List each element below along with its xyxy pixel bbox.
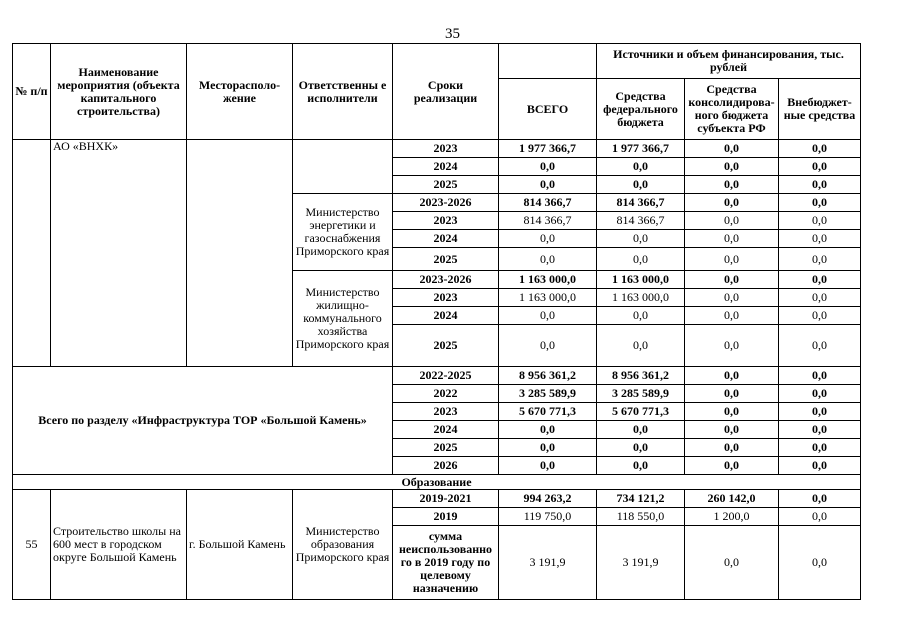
- header-regional: Средства консолидирова-ного бюджета субъекта РФ: [685, 79, 779, 140]
- extra-cell: 0,0: [779, 248, 861, 271]
- header-period: Сроки реализации: [393, 44, 499, 140]
- year-cell: 2024: [393, 158, 499, 176]
- extra-cell: 0,0: [779, 325, 861, 367]
- extra-cell: 0,0: [779, 490, 861, 508]
- total-cell: 0,0: [499, 176, 597, 194]
- federal-cell: 1 163 000,0: [597, 271, 685, 289]
- year-cell: 2026: [393, 457, 499, 475]
- year-cell: 2023-2026: [393, 194, 499, 212]
- year-cell: 2023: [393, 403, 499, 421]
- header-federal: Средства федерального бюджета: [597, 79, 685, 140]
- extra-cell: 0,0: [779, 194, 861, 212]
- regional-cell: 0,0: [685, 158, 779, 176]
- federal-cell: 5 670 771,3: [597, 403, 685, 421]
- federal-cell: 1 163 000,0: [597, 289, 685, 307]
- total-cell: 3 285 589,9: [499, 385, 597, 403]
- extra-cell: 0,0: [779, 508, 861, 526]
- executor-education: Министерство образования Приморского края: [293, 490, 393, 600]
- total-cell: 0,0: [499, 248, 597, 271]
- extra-cell: 0,0: [779, 421, 861, 439]
- row-number: 55: [13, 490, 51, 600]
- federal-cell: 0,0: [597, 325, 685, 367]
- total-cell: 814 366,7: [499, 194, 597, 212]
- regional-cell: 0,0: [685, 289, 779, 307]
- regional-cell: 1 200,0: [685, 508, 779, 526]
- federal-cell: 0,0: [597, 176, 685, 194]
- extra-cell: 0,0: [779, 385, 861, 403]
- extra-cell: 0,0: [779, 140, 861, 158]
- federal-cell: 0,0: [597, 307, 685, 325]
- year-cell: 2025: [393, 248, 499, 271]
- extra-cell: 0,0: [779, 307, 861, 325]
- total-cell: 814 366,7: [499, 212, 597, 230]
- total-cell: 5 670 771,3: [499, 403, 597, 421]
- total-cell: 0,0: [499, 230, 597, 248]
- object-name: АО «ВНХК»: [51, 140, 187, 367]
- table-row: [13, 490, 861, 508]
- regional-cell: 0,0: [685, 421, 779, 439]
- regional-cell: 0,0: [685, 212, 779, 230]
- federal-cell: 0,0: [597, 158, 685, 176]
- year-cell: 2025: [393, 176, 499, 194]
- header-name: Наименование мероприятия (объекта капитального строительства): [51, 44, 187, 140]
- regional-cell: 0,0: [685, 325, 779, 367]
- year-cell: 2025: [393, 325, 499, 367]
- total-cell: 119 750,0: [499, 508, 597, 526]
- federal-cell: 1 977 366,7: [597, 140, 685, 158]
- page-number: 35: [445, 26, 460, 42]
- executor-energy: Министерство энергетики и газоснабжения Приморского края: [293, 194, 393, 271]
- object-name: Строительство школы на 600 мест в городском округе Большой Камень: [51, 490, 187, 600]
- regional-cell: 0,0: [685, 248, 779, 271]
- total-cell: 0,0: [499, 439, 597, 457]
- section-title: Образование: [13, 475, 861, 490]
- year-cell: 2024: [393, 307, 499, 325]
- extra-cell: 0,0: [779, 212, 861, 230]
- total-cell: 8 956 361,2: [499, 367, 597, 385]
- regional-cell: 0,0: [685, 367, 779, 385]
- federal-cell: 814 366,7: [597, 212, 685, 230]
- federal-cell: 734 121,2: [597, 490, 685, 508]
- extra-cell: 0,0: [779, 230, 861, 248]
- federal-cell: 0,0: [597, 248, 685, 271]
- extra-cell: 0,0: [779, 457, 861, 475]
- year-cell: 2023: [393, 140, 499, 158]
- regional-cell: 0,0: [685, 526, 779, 600]
- extra-cell: 0,0: [779, 289, 861, 307]
- executor-housing: Министерство жилищно-коммунального хозяйства Приморского края: [293, 271, 393, 367]
- regional-cell: 0,0: [685, 439, 779, 457]
- federal-cell: 118 550,0: [597, 508, 685, 526]
- extra-cell: 0,0: [779, 271, 861, 289]
- extra-cell: 0,0: [779, 176, 861, 194]
- header-extra: Внебюджет-ные средства: [779, 79, 861, 140]
- total-cell: 0,0: [499, 325, 597, 367]
- total-cell: 0,0: [499, 457, 597, 475]
- regional-cell: 0,0: [685, 457, 779, 475]
- header-sources: Источники и объем финансирования, тыс. рублей: [597, 44, 861, 79]
- year-cell: 2019: [393, 508, 499, 526]
- federal-cell: 3 285 589,9: [597, 385, 685, 403]
- regional-cell: 0,0: [685, 271, 779, 289]
- year-cell: 2019-2021: [393, 490, 499, 508]
- extra-cell: 0,0: [779, 367, 861, 385]
- federal-cell: 0,0: [597, 230, 685, 248]
- regional-cell: 0,0: [685, 194, 779, 212]
- table-row: [13, 367, 861, 385]
- total-cell: 0,0: [499, 421, 597, 439]
- extra-cell: 0,0: [779, 403, 861, 421]
- financing-table: [12, 43, 861, 600]
- header-total: ВСЕГО: [499, 79, 597, 140]
- year-cell: 2023: [393, 289, 499, 307]
- header-executors: Ответственны е исполнители: [293, 44, 393, 140]
- regional-cell: 0,0: [685, 176, 779, 194]
- year-cell: 2025: [393, 439, 499, 457]
- total-cell: 0,0: [499, 158, 597, 176]
- year-cell: 2022: [393, 385, 499, 403]
- federal-cell: 814 366,7: [597, 194, 685, 212]
- federal-cell: 8 956 361,2: [597, 367, 685, 385]
- total-cell: 1 163 000,0: [499, 271, 597, 289]
- federal-cell: 0,0: [597, 421, 685, 439]
- total-cell: 994 263,2: [499, 490, 597, 508]
- total-cell: 1 977 366,7: [499, 140, 597, 158]
- total-cell: 3 191,9: [499, 526, 597, 600]
- header-num: № п/п: [13, 44, 51, 140]
- object-location: г. Большой Камень: [187, 490, 293, 600]
- year-cell: 2023-2026: [393, 271, 499, 289]
- header-location: Месторасполо-жение: [187, 44, 293, 140]
- year-cell: 2022-2025: [393, 367, 499, 385]
- federal-cell: 0,0: [597, 457, 685, 475]
- year-cell: 2023: [393, 212, 499, 230]
- federal-cell: 3 191,9: [597, 526, 685, 600]
- total-cell: 1 163 000,0: [499, 289, 597, 307]
- year-cell: 2024: [393, 421, 499, 439]
- extra-cell: 0,0: [779, 439, 861, 457]
- extra-cell: 0,0: [779, 158, 861, 176]
- regional-cell: 0,0: [685, 385, 779, 403]
- total-cell: 0,0: [499, 307, 597, 325]
- table-row: [13, 140, 861, 158]
- section-total-label: Всего по разделу «Инфраструктура ТОР «Большой Камень»: [13, 367, 393, 475]
- regional-cell: 0,0: [685, 230, 779, 248]
- regional-cell: 0,0: [685, 403, 779, 421]
- federal-cell: 0,0: [597, 439, 685, 457]
- regional-cell: 0,0: [685, 140, 779, 158]
- extra-cell: 0,0: [779, 526, 861, 600]
- year-cell: сумма неиспользованно го в 2019 году по целевому назначению: [393, 526, 499, 600]
- regional-cell: 0,0: [685, 307, 779, 325]
- regional-cell: 260 142,0: [685, 490, 779, 508]
- year-cell: 2024: [393, 230, 499, 248]
